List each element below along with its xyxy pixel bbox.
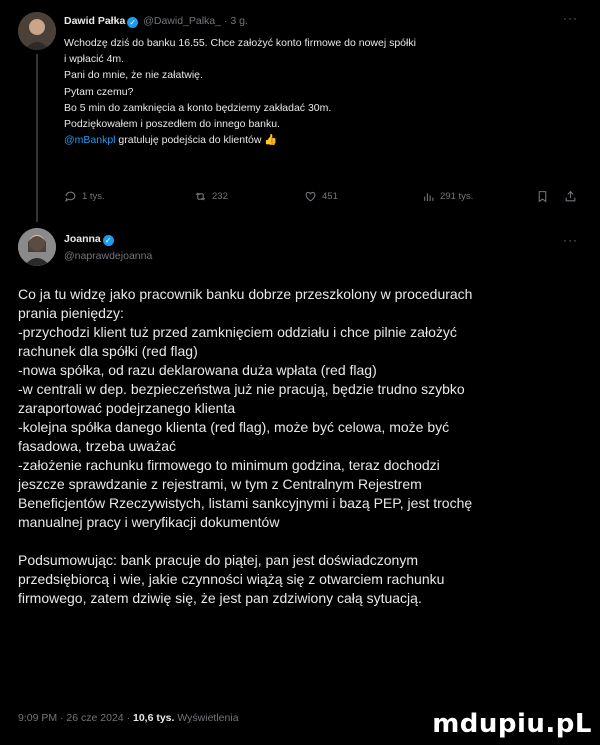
tweet-line: prania pieniędzy: [18,305,124,321]
tweet-line: -w centrali w dep. bezpieczeństwa już nie pracują, będzie trudno szybko [18,381,465,397]
tweet-line: rachunek dla spółki (red flag) [18,343,198,359]
share-button[interactable] [564,190,577,203]
tweet-header [64,15,248,28]
tweet-line: Bo 5 min do zamknięcia a konto będziemy zakładać 30m. [64,101,332,114]
tweet-line: -kolejna spółka danego klienta (red flag), może być celowa, może być [18,419,450,435]
tweet-line: Co ja tu widzę jako pracownik banku dobrze przeszkolony w procedurach [18,286,473,302]
thread-line [36,54,38,222]
author-handle[interactable]: @naprawdejoanna [64,250,153,262]
author-name[interactable]: Dawid Pałka [64,15,126,27]
separator: · [223,15,228,27]
tweet-line: Podziękowałem i poszedłem do innego banku. [64,118,280,131]
author-name[interactable]: Joanna [64,233,101,245]
tweet-line: jeszcze sprawdzanie z rejestrami, w tym z Centralnym Rejestrem [18,476,422,492]
timestamp[interactable]: 9:09 PM · 26 cze 2024 · [18,712,133,724]
tweet-line: i wpłacić 4m. [64,53,125,66]
tweet-line: fasadowa, trzeba uważać [18,438,176,454]
tweet-line [64,132,564,148]
time-ago[interactable]: 3 g. [230,15,248,27]
heart-icon [304,190,317,203]
author-handle-row [64,250,152,262]
repost-icon [194,190,207,203]
views-chart-icon [422,190,435,203]
tweet-line: przedsiębiorcą i wie, jakie czynności wiążą się z otwarciem rachunku [18,571,445,587]
tweet-line: zaraportować podejrzanego klienta [18,400,236,416]
tweet-line: Pani do mnie, że nie załatwię. [64,69,203,82]
mention-link[interactable]: @mBankpl [64,134,116,147]
tweet-line: Beneficjentów Rzeczywistych, listami sankcyjnymi i bazą PEP, jest trochę [18,495,473,511]
tweet-line: -przychodzi klient tuż przed zamknięciem oddziału i chce pilnie założyć [18,324,457,340]
views-count: 291 tys. [440,191,474,202]
views-button[interactable] [422,190,473,203]
like-button[interactable] [304,190,338,203]
share-icon [564,190,577,203]
tweet-line: Podsumowując: bank pracuje do piątej, pan jest doświadczonym [18,552,419,568]
reply-count: 1 tys. [82,191,105,202]
avatar[interactable] [18,228,56,266]
views-label: Wyświetlenia [174,712,239,724]
avatar[interactable] [18,12,56,50]
like-count: 451 [322,191,338,202]
thumbs-up-emoji: 👍 [264,134,278,147]
tweet-text [64,35,564,148]
reply-button[interactable] [64,190,105,203]
tweet-line: -założenie rachunku firmowego to minimum godzina, teraz dochodzi [18,457,440,473]
watermark-logo: mdupiu.pL [432,709,592,739]
tweet-line: manualnej pracy i weryfikacji dokumentów [18,514,280,530]
tweet-footer [18,712,239,724]
tweet-line-text: gratuluję podejścia do klientów [115,134,262,147]
action-bar [64,190,584,206]
verified-badge-icon: ✓ [103,235,114,246]
tweet-header [64,233,116,246]
tweet-line: -nowa spółka, od razu deklarowana duża wpłata (red flag) [18,362,377,378]
tweet-text [18,285,588,608]
views-count: 10,6 tys. [132,712,175,724]
reply-icon [64,190,77,203]
verified-badge-icon: ✓ [127,17,138,28]
more-options-icon[interactable]: ··· [563,233,578,247]
repost-button[interactable] [194,190,228,203]
bookmark-button[interactable] [536,190,549,203]
more-options-icon[interactable]: ··· [563,11,578,25]
author-handle[interactable]: @Dawid_Palka_ [143,15,221,27]
tweet-line: firmowego, zatem dziwię się, że jest pan zdziwiony całą sytuacją. [18,590,422,606]
bookmark-icon [536,190,549,203]
tweet-line: Wchodzę dziś do banku 16.55. Chce założyć konto firmowe do nowej spółki [64,37,416,49]
tweet-original [0,0,600,210]
repost-count: 232 [212,191,228,202]
tweet-line [18,532,588,551]
tweet-line: Pytam czemu? [64,85,134,98]
